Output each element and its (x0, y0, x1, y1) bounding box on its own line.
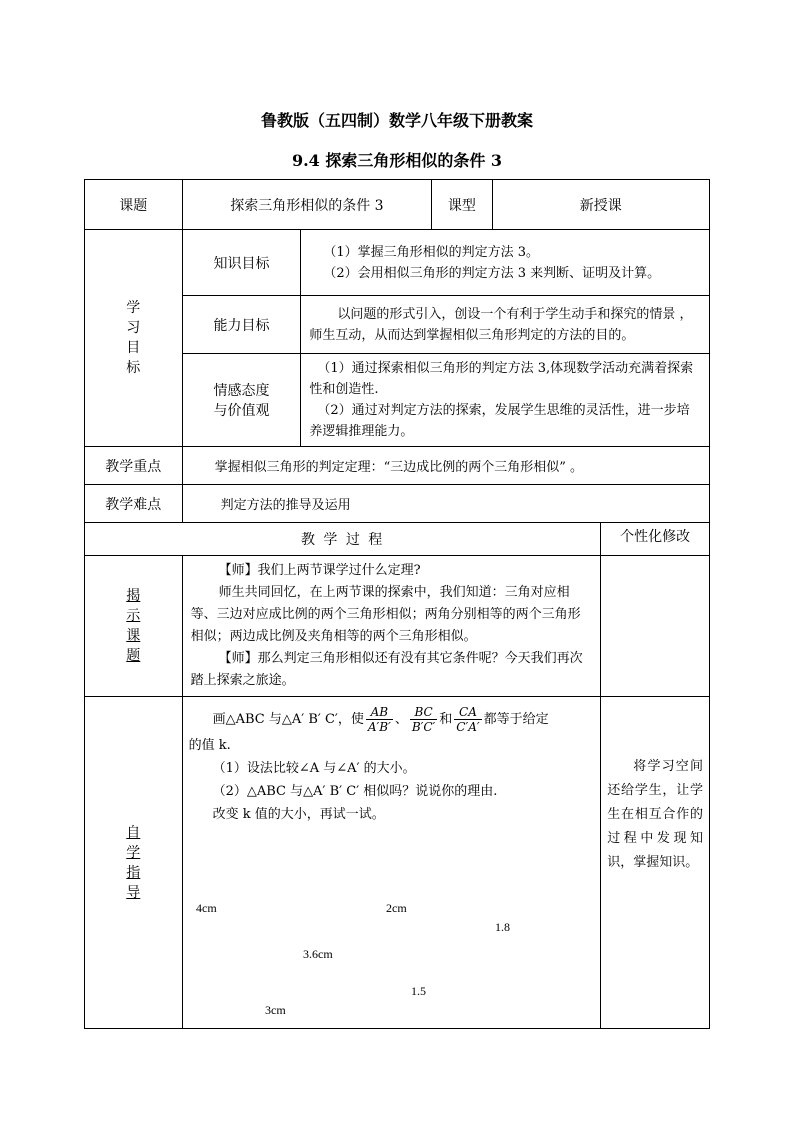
figure-label-2cm: 2cm (386, 901, 407, 915)
ability-content: 以问题的形式引入，创设一个有利于学生动手和探究的情景 ，师生互动，从而达到掌握相似三角形判定的方法的目的。 (301, 296, 710, 354)
difficulty-row (85, 485, 710, 523)
key-point-label: 教学重点 (85, 447, 183, 485)
emotion-label-2: 与价值观 (213, 403, 270, 419)
self-study-row (85, 697, 710, 1029)
reveal-line-2: 师生共同回忆，在上两节课的探索中，我们知道：三角对应相等、三边对应成比例的两个三角形相似；两角分别相等的两个三角形相似；两边成比例及夹角相等的两个三角形相似。 (190, 585, 581, 644)
objectives-label-cell (85, 230, 183, 447)
document-title: 鲁教版（五四制）数学八年级下册教案 (260, 111, 533, 130)
personal-label: 个性化修改 (601, 523, 710, 556)
key-point-row (85, 447, 710, 485)
ratio-ab: $\frac{AB}{A'B'}$ (367, 705, 391, 734)
ratio-bc: $\frac{BC}{B'C'}$ (411, 705, 436, 734)
self-study-content (182, 697, 601, 1029)
self-study-note: 将学习空间还给学生，让学生在相互合作的过程中发现知识，掌握知识。 (601, 697, 710, 1029)
topic-label: 课题 (85, 180, 183, 230)
knowledge-content (301, 230, 710, 296)
self-study-label-cell (85, 697, 183, 1029)
ratio-separator-1: 、 (394, 712, 408, 727)
figure-label-3cm: 3cm (265, 1003, 286, 1017)
figure-label-1-5: 1.5 (411, 984, 426, 998)
lesson-title: 9.4 探索三角形相似的条件 3 (291, 151, 503, 170)
reveal-label-cell (85, 556, 183, 697)
self-study-intro: 画△ABC 与△A′ B′ C′，使 (212, 712, 364, 727)
self-study-tail: 都等于给定 (483, 712, 549, 727)
ratio-separator-2: 和 (439, 712, 453, 727)
emotion-label-cell (182, 354, 301, 447)
topic-row (85, 180, 710, 230)
figure-label-4cm: 4cm (196, 901, 217, 915)
self-study-line-2: 的值 k. (188, 738, 231, 753)
self-study-intro-line (189, 705, 595, 734)
difficulty-text: 判定方法的推导及运用 (182, 485, 709, 523)
process-label: 教 学 过 程 (85, 523, 601, 556)
figure-label-3-6cm: 3.6cm (303, 947, 333, 961)
reveal-label: 揭示课题 (126, 588, 141, 664)
figure-label-1-8: 1.8 (495, 920, 510, 934)
ability-label: 能力目标 (182, 296, 301, 354)
type-value: 新授课 (492, 180, 709, 230)
reveal-row (85, 556, 710, 697)
reveal-line-1: 【师】我们上两节课学过什么定理? (218, 563, 421, 578)
knowledge-row (85, 230, 710, 296)
emotion-label-1: 情感态度 (213, 383, 270, 399)
process-header-row (85, 523, 710, 556)
question-3: 改变 k 值的大小，再试一试。 (212, 807, 385, 822)
self-study-label: 自学指导 (126, 824, 141, 901)
question-1: （1）设法比较∠A 与∠A′ 的大小。 (212, 761, 416, 776)
knowledge-line-1: （1）掌握三角形相似的判定方法 3。 (323, 244, 540, 260)
emotion-content (301, 354, 710, 447)
difficulty-label: 教学难点 (85, 485, 183, 523)
question-2: （2）△ABC 与△A′ B′ C′ 相似吗？说说你的理由. (212, 784, 498, 799)
type-label: 课型 (432, 180, 492, 230)
knowledge-line-2: （2）会用相似三角形的判定方法 3 来判断、证明及计算。 (323, 265, 661, 281)
key-point-text: 掌握相似三角形的判定定理：“三边成比例的两个三角形相似” 。 (182, 447, 709, 485)
knowledge-label: 知识目标 (182, 230, 301, 296)
emotion-line-2: （2）通过对判定方法的探索，发展学生思维的灵活性，进一步培养逻辑推理能力。 (309, 403, 690, 439)
topic-value: 探索三角形相似的条件 3 (182, 180, 432, 230)
reveal-line-3: 【师】那么判定三角形相似还有没有其它条件呢？今天我们再次踏上探索之旅途。 (190, 651, 583, 688)
emotion-line-1: （1）通过探索相似三角形的判定方法 3,体现数学活动充满着探索性和创造性. (309, 361, 694, 397)
ratio-ca: $\frac{CA}{C'A'}$ (456, 705, 480, 734)
reveal-note (601, 556, 710, 697)
objectives-label: 学习目标 (126, 300, 141, 376)
reveal-content (182, 556, 601, 697)
